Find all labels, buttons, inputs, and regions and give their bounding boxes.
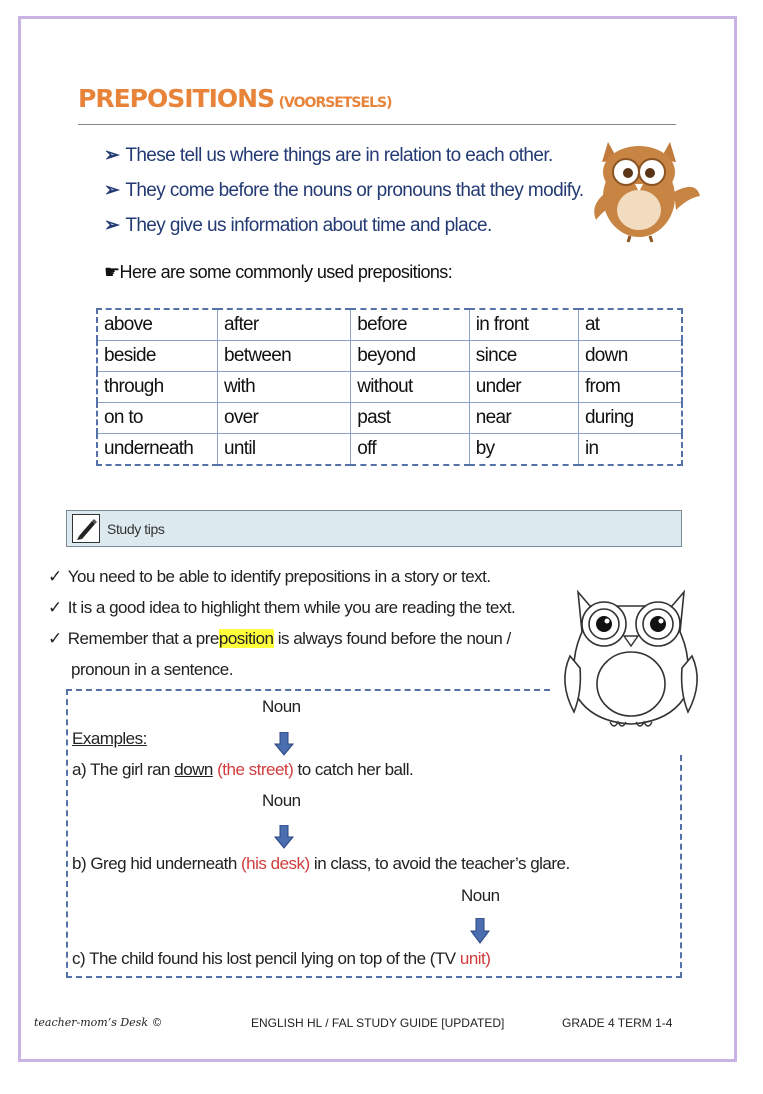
list-item: ✓ It is a good idea to highlight them while you are reading the text. — [48, 598, 516, 617]
bullet-item: ➢ These tell us where things are in relation to each other. — [104, 145, 553, 166]
checkmark-icon: ✓ — [48, 567, 62, 586]
pointing-hand-icon: ☛ — [104, 262, 120, 282]
table-cell: on to — [97, 403, 218, 434]
table-cell: from — [578, 372, 682, 403]
examples-heading: Examples: — [72, 729, 147, 748]
title-main: PREPOSITIONS — [78, 84, 275, 113]
table-cell: past — [351, 403, 470, 434]
table-cell: before — [351, 309, 470, 341]
arrow-bullet-icon: ➢ — [104, 145, 120, 166]
table-cell: after — [218, 309, 351, 341]
table-cell: under — [469, 372, 578, 403]
table-cell: in front — [469, 309, 578, 341]
table-cell: since — [469, 341, 578, 372]
table-cell: with — [218, 372, 351, 403]
table-row — [97, 309, 682, 341]
table-row — [97, 434, 682, 466]
footer-title: ENGLISH HL / FAL STUDY GUIDE [UPDATED] — [251, 1016, 505, 1030]
table-cell: during — [578, 403, 682, 434]
orange-owl-icon — [590, 132, 705, 244]
table-cell: until — [218, 434, 351, 466]
table-cell: in — [578, 434, 682, 466]
pencil-icon — [72, 514, 100, 543]
preposition-word: down — [174, 760, 213, 779]
bullet-item: ➢ They come before the nouns or pronouns that they modify. — [104, 180, 584, 201]
table-cell: above — [97, 309, 218, 341]
list-item: ✓ You need to be able to identify prepositions in a story or text. — [48, 567, 491, 586]
noun-phrase: (the street) — [217, 760, 294, 779]
highlighted-text: position — [218, 629, 274, 648]
table-cell: by — [469, 434, 578, 466]
title-sub: (VOORSETSELS) — [278, 95, 392, 111]
table-cell: underneath — [97, 434, 218, 466]
table-cell: without — [351, 372, 470, 403]
noun-phrase: unit) — [459, 949, 491, 968]
checkmark-icon: ✓ — [48, 598, 62, 617]
intro-line: ☛Here are some commonly used prepositions: — [104, 262, 453, 282]
arrow-bullet-icon: ➢ — [104, 180, 120, 201]
list-item-continued: pronoun in a sentence. — [71, 660, 233, 679]
table-cell: over — [218, 403, 351, 434]
arrow-bullet-icon: ➢ — [104, 215, 120, 236]
table-cell: down — [578, 341, 682, 372]
examples-box — [66, 689, 682, 978]
prepositions-table — [96, 308, 683, 466]
example-a: a) The girl ran down (the street) to catch her ball. — [72, 760, 414, 779]
list-item: ✓ Remember that a preposition is always found before the noun / — [48, 629, 511, 648]
study-tips-label: Study tips — [107, 521, 165, 537]
study-tips-header — [66, 510, 682, 547]
table-cell: through — [97, 372, 218, 403]
arrow-down-icon — [274, 732, 294, 756]
noun-label: Noun — [262, 791, 301, 810]
table-cell: beyond — [351, 341, 470, 372]
table-cell: beside — [97, 341, 218, 372]
bullet-item: ➢ They give us information about time and place. — [104, 215, 492, 236]
table-cell: between — [218, 341, 351, 372]
noun-phrase: (his desk) — [241, 854, 310, 873]
arrow-down-icon — [470, 918, 490, 944]
example-c: c) The child found his lost pencil lying on top of the (TV unit) — [72, 949, 491, 968]
footer-grade: GRADE 4 TERM 1-4 — [562, 1016, 673, 1030]
noun-label: Noun — [262, 697, 301, 716]
page-title — [78, 84, 391, 113]
table-row — [97, 372, 682, 403]
example-b: b) Greg hid underneath (his desk) in class, to avoid the teacher’s glare. — [72, 854, 570, 873]
table-cell: at — [578, 309, 682, 341]
noun-label: Noun — [461, 886, 500, 905]
arrow-down-icon — [274, 825, 294, 849]
table-cell: off — [351, 434, 470, 466]
checkmark-icon: ✓ — [48, 629, 62, 648]
table-row — [97, 341, 682, 372]
intro-bullets — [104, 142, 584, 247]
table-row — [97, 403, 682, 434]
table-cell: near — [469, 403, 578, 434]
title-divider — [78, 124, 676, 125]
study-tips-list — [48, 562, 515, 686]
footer-brand: teacher-mom’s Desk © — [34, 1016, 163, 1029]
